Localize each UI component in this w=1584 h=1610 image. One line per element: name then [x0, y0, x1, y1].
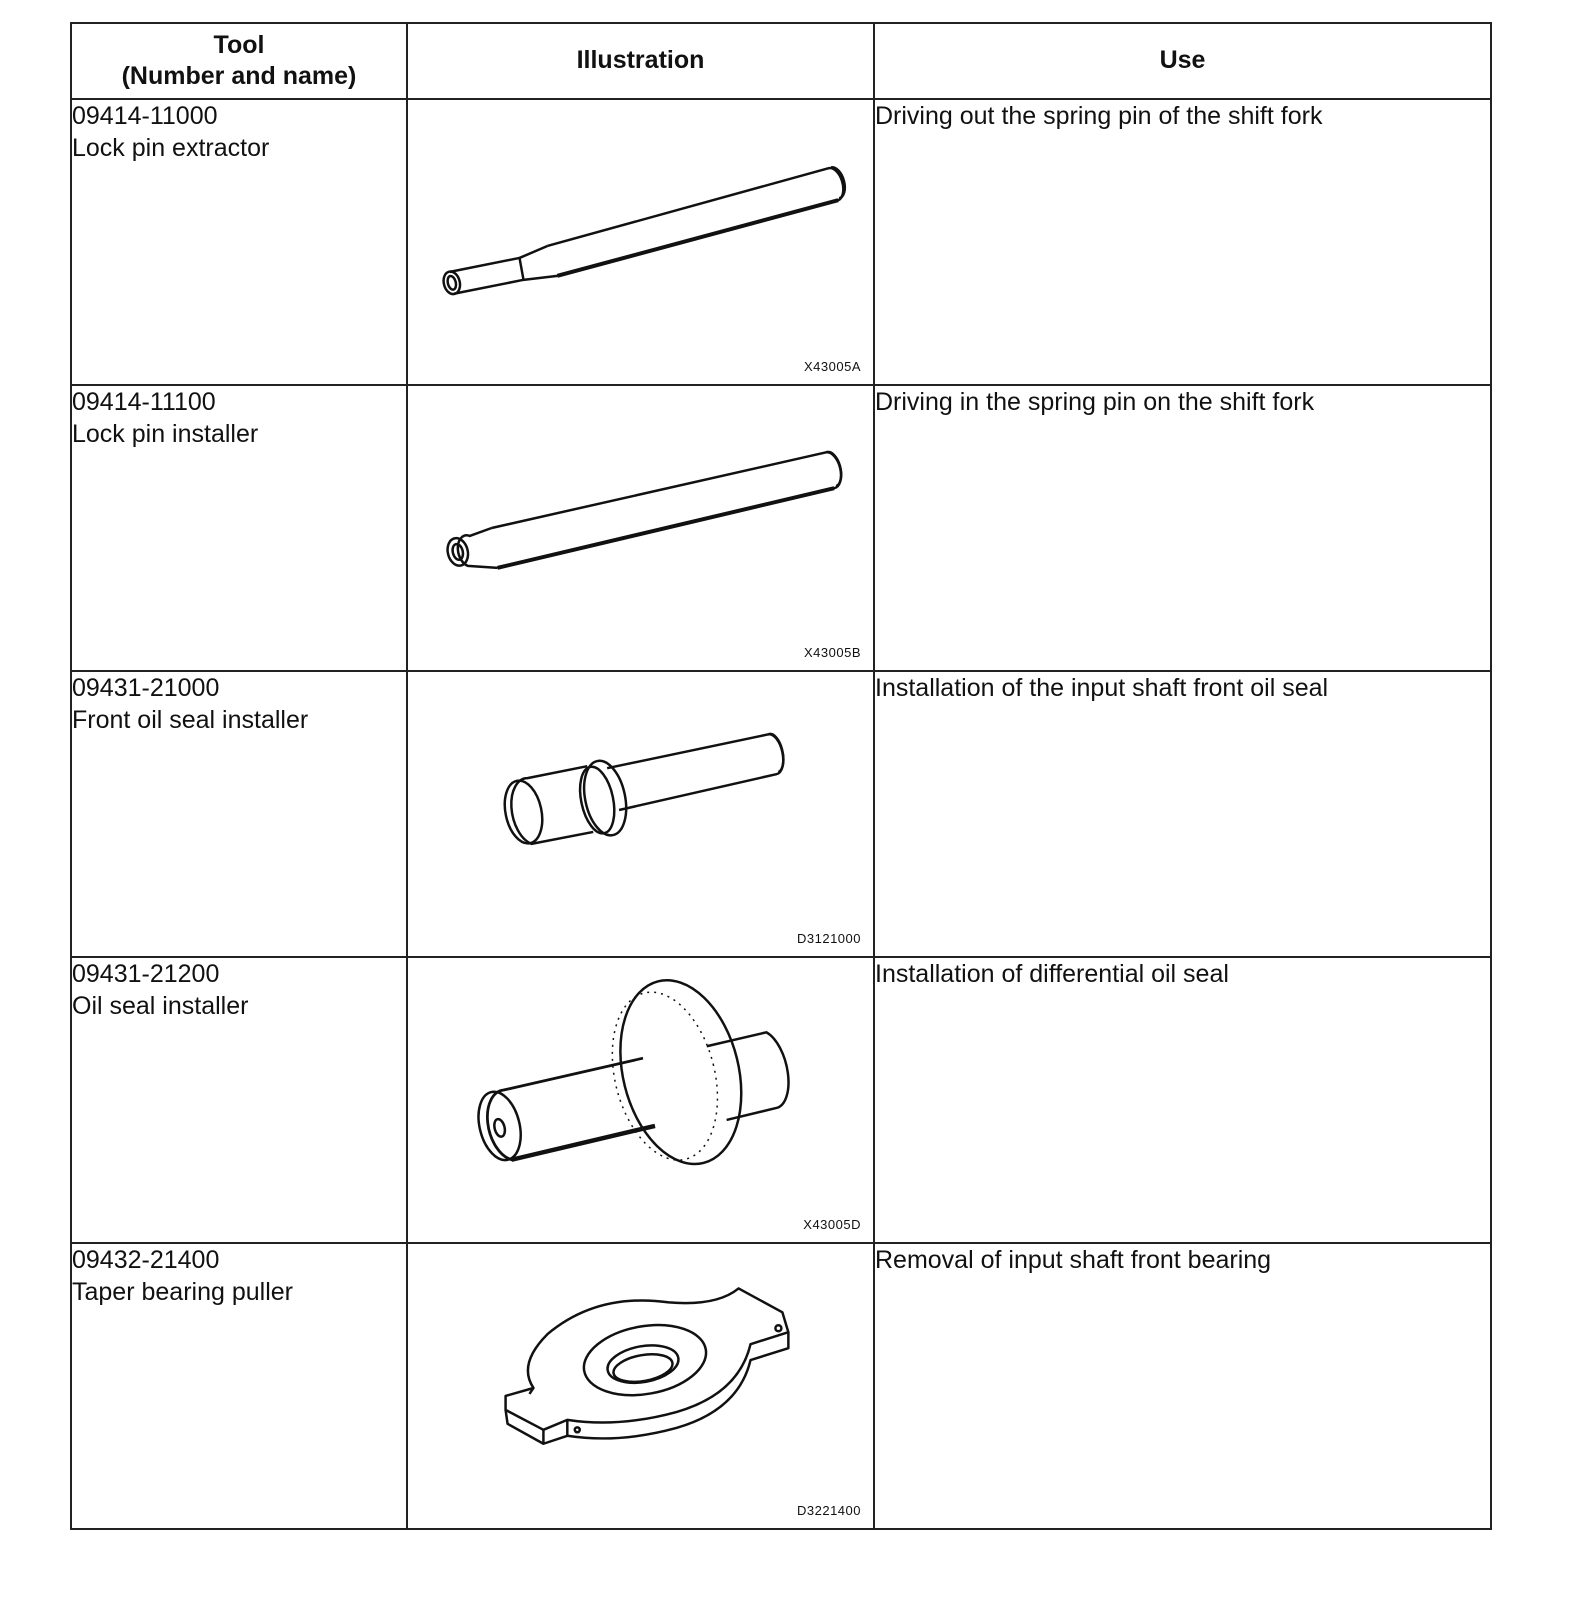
- oil-seal-installer-illustration: [408, 958, 873, 1242]
- lock-pin-extractor-illustration: [408, 100, 873, 384]
- header-tool-line1: Tool: [213, 30, 265, 59]
- tool-number: 09431-21000: [72, 674, 220, 702]
- tool-name: Lock pin extractor: [72, 134, 270, 162]
- table-row: [71, 957, 1491, 1243]
- use-cell: Removal of input shaft front bearing: [874, 1243, 1491, 1529]
- tool-name: Oil seal installer: [72, 992, 249, 1020]
- lock-pin-installer-illustration: [408, 386, 873, 670]
- figure-code: X43005D: [803, 1217, 861, 1232]
- figure-code: X43005A: [804, 359, 861, 374]
- tool-name: Front oil seal installer: [72, 706, 309, 734]
- table-row: [71, 99, 1491, 385]
- figure-code: D3221400: [797, 1503, 861, 1518]
- tool-number: 09414-11100: [72, 388, 216, 416]
- illustration-cell: [407, 957, 874, 1243]
- illustration-cell: [407, 671, 874, 957]
- tool-name: Taper bearing puller: [72, 1278, 293, 1306]
- tool-cell: [71, 1243, 407, 1529]
- header-illustration: Illustration: [407, 23, 874, 99]
- header-tool-line2: (Number and name): [121, 62, 357, 90]
- table-row: [71, 671, 1491, 957]
- tool-cell: [71, 671, 407, 957]
- taper-bearing-puller-illustration: [408, 1244, 873, 1528]
- tool-number: 09414-11000: [72, 102, 218, 130]
- header-tool: [71, 23, 407, 99]
- table-row: [71, 385, 1491, 671]
- use-cell: Driving in the spring pin on the shift fork: [874, 385, 1491, 671]
- figure-code: D3121000: [797, 931, 861, 946]
- tool-cell: [71, 385, 407, 671]
- tool-name: Lock pin installer: [72, 420, 259, 448]
- tool-number: 09432-21400: [72, 1246, 220, 1274]
- figure-code: X43005B: [804, 645, 861, 660]
- illustration-cell: [407, 385, 874, 671]
- use-cell: Installation of differential oil seal: [874, 957, 1491, 1243]
- tool-cell: [71, 99, 407, 385]
- use-cell: Driving out the spring pin of the shift fork: [874, 99, 1491, 385]
- tool-number: 09431-21200: [72, 960, 220, 988]
- illustration-cell: [407, 99, 874, 385]
- special-tools-table: [70, 22, 1492, 1530]
- illustration-cell: [407, 1243, 874, 1529]
- table-header-row: [71, 23, 1491, 99]
- tool-cell: [71, 957, 407, 1243]
- use-cell: Installation of the input shaft front oil seal: [874, 671, 1491, 957]
- front-oil-seal-installer-illustration: [408, 672, 873, 956]
- table-row: [71, 1243, 1491, 1529]
- header-use: Use: [874, 23, 1491, 99]
